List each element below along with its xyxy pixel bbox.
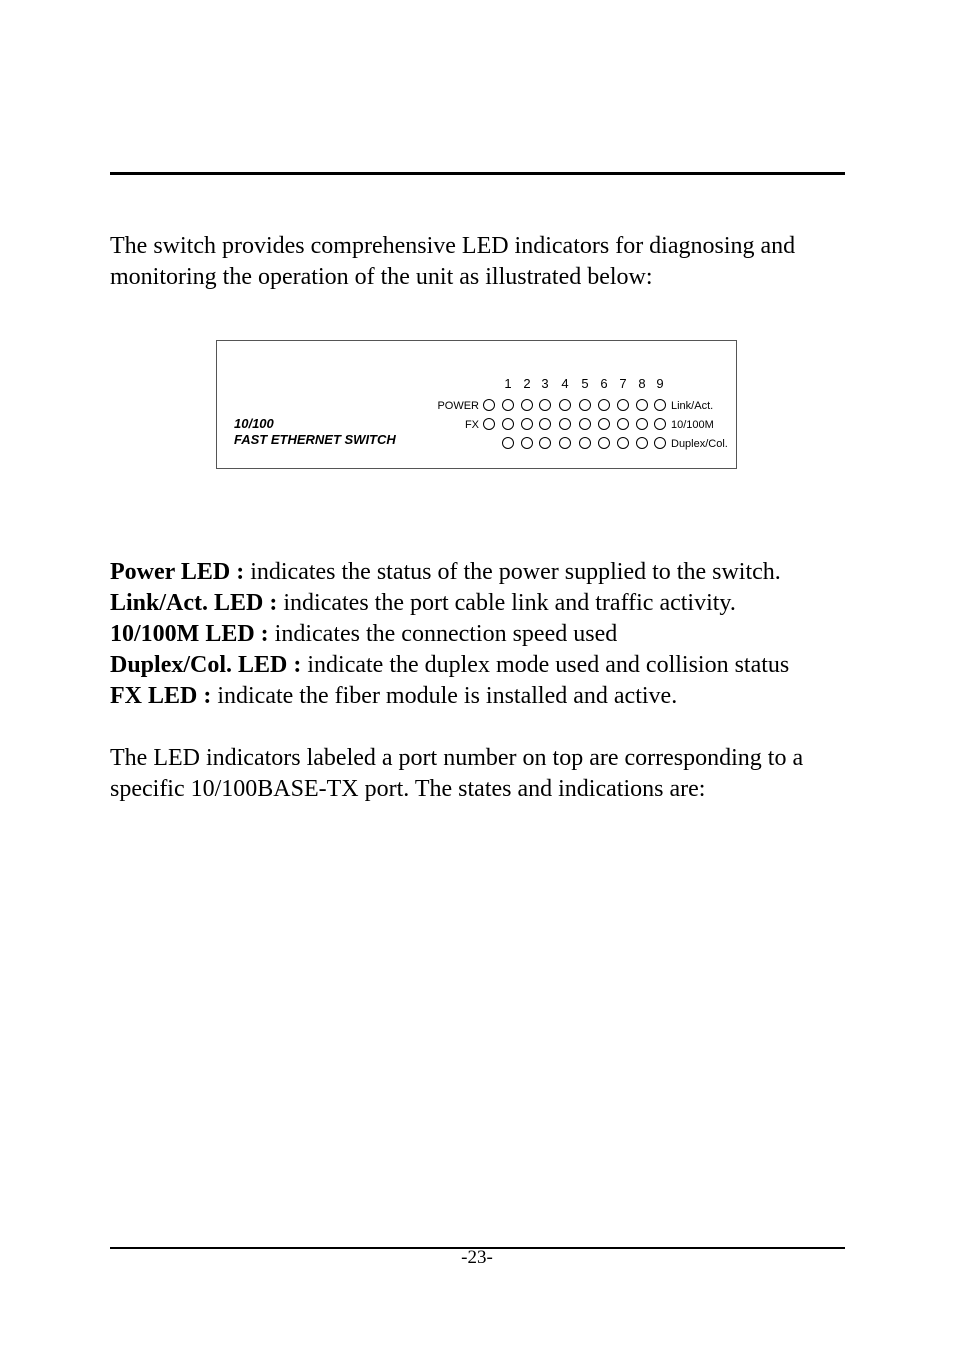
port-number-row	[217, 376, 736, 392]
link-led	[502, 399, 514, 411]
port-number: 1	[504, 376, 512, 391]
led-description-duplex	[110, 650, 870, 681]
duplex-led	[502, 437, 514, 449]
duplex-led	[617, 437, 629, 449]
speed-led	[579, 418, 591, 430]
port-number: 6	[600, 376, 608, 391]
link-led	[654, 399, 666, 411]
model-name: FAST ETHERNET SWITCH	[234, 432, 396, 447]
led-description-speed	[110, 619, 870, 650]
led-description-power	[110, 557, 870, 588]
port-number: 9	[656, 376, 664, 391]
led-term: FX LED :	[110, 683, 212, 709]
link-led	[559, 399, 571, 411]
duplex-led	[654, 437, 666, 449]
power-label: POWER	[437, 400, 479, 412]
link-act-label: Link/Act.	[671, 400, 714, 412]
link-led	[636, 399, 648, 411]
duplex-led	[539, 437, 551, 449]
duplex-led	[559, 437, 571, 449]
port-number: 4	[561, 376, 569, 391]
led-row-speed	[217, 418, 736, 432]
duplex-led	[598, 437, 610, 449]
led-text: indicates the port cable link and traffic activity.	[277, 590, 736, 616]
led-text: indicate the duplex mode used and collision status	[301, 652, 790, 678]
speed-led	[617, 418, 629, 430]
duplex-label: Duplex/Col.	[671, 438, 728, 450]
led-term: 10/100M LED :	[110, 621, 269, 647]
link-led	[617, 399, 629, 411]
port-number: 3	[541, 376, 549, 391]
led-row-link	[217, 399, 736, 413]
fx-led	[483, 418, 495, 430]
led-text: indicate the fiber module is installed and active.	[211, 683, 678, 709]
led-text: indicates the status of the power supplied to the switch.	[244, 559, 781, 585]
led-description-list	[110, 557, 870, 712]
port-number: 5	[581, 376, 589, 391]
led-term: Power LED :	[110, 559, 245, 585]
port-number: 8	[638, 376, 646, 391]
led-text: indicates the connection speed used	[268, 621, 618, 647]
speed-led	[521, 418, 533, 430]
model-speed: 10/100	[234, 416, 274, 431]
link-led	[521, 399, 533, 411]
speed-led	[539, 418, 551, 430]
speed-led	[654, 418, 666, 430]
led-term: Duplex/Col. LED :	[110, 652, 302, 678]
intro-paragraph: The switch provides comprehensive LED indicators for diagnosing and monitoring the operation of the unit as illustrated below:	[110, 233, 796, 290]
led-row-duplex	[217, 437, 736, 451]
duplex-led	[521, 437, 533, 449]
duplex-led	[636, 437, 648, 449]
link-led	[598, 399, 610, 411]
front-panel-diagram	[216, 340, 737, 469]
port-number: 7	[619, 376, 627, 391]
outro-paragraph: The LED indicators labeled a port number on top are corresponding to a specific 10/100BASE-TX port. The states and indications are:	[110, 745, 804, 802]
led-description-fx	[110, 681, 870, 712]
speed-led	[598, 418, 610, 430]
speed-led	[502, 418, 514, 430]
speed-led	[559, 418, 571, 430]
speed-label: 10/100M	[671, 419, 714, 431]
port-number: 2	[523, 376, 531, 391]
page-number: -23-	[461, 1247, 493, 1268]
fx-label: FX	[464, 419, 479, 431]
link-led	[539, 399, 551, 411]
duplex-led	[579, 437, 591, 449]
link-led	[579, 399, 591, 411]
power-led	[483, 399, 495, 411]
led-term: Link/Act. LED :	[110, 590, 278, 616]
header-rule	[110, 172, 845, 175]
led-description-link	[110, 588, 870, 619]
speed-led	[636, 418, 648, 430]
